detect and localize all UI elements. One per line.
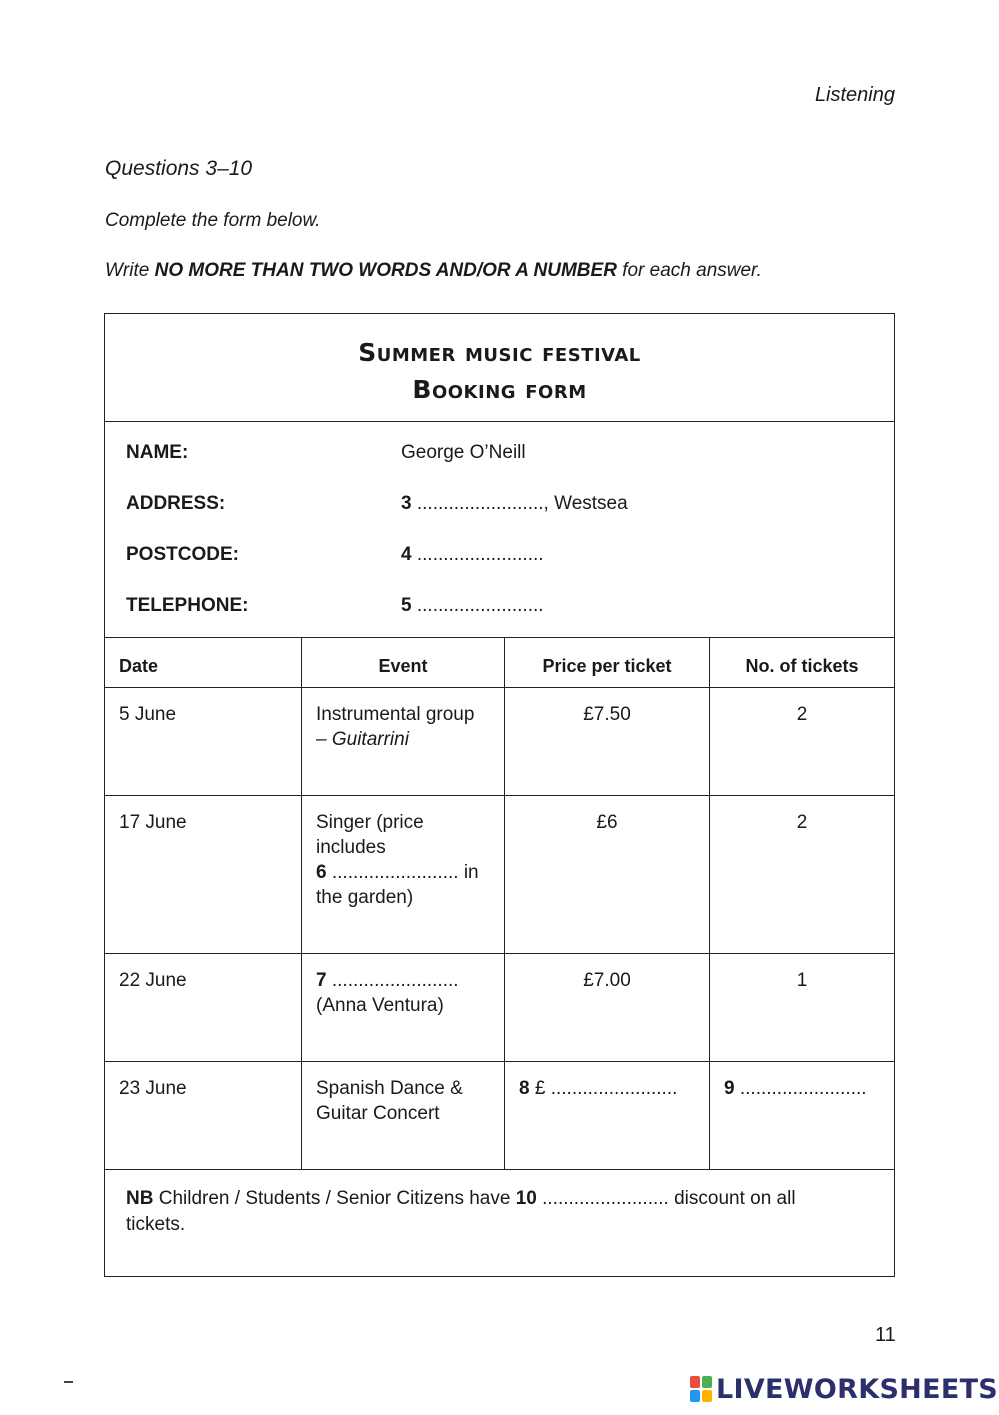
table-row [105,688,894,796]
answer-blank-10[interactable]: ........................ discount on all tickets. [126,1188,796,1235]
field-label: NAME: [126,442,189,463]
table-row [105,954,894,1062]
form-title-line2: Booking form [412,375,587,404]
form-title-line1: Summer music festival [358,338,641,367]
instruction-complete: Complete the form below. [105,210,321,231]
cell-price: £6 [505,796,710,953]
answer-blank-8[interactable]: £ ........................ [529,1078,678,1099]
field-label: ADDRESS: [126,493,226,514]
question-number: 5 [401,595,412,616]
header-event: Event [302,637,505,687]
cell-price: £7.50 [505,688,710,795]
answer-blank-9[interactable]: ........................ [734,1078,867,1099]
instruction-word-limit: Write NO MORE THAN TWO WORDS AND/OR A NUMBER for each answer. [105,260,762,281]
personal-details [105,421,894,638]
form-title [105,314,894,422]
cell-event: Singer (price includes 6 ........................ in the garden) [302,796,505,953]
table-row [105,1062,894,1170]
question-number: 6 [316,862,327,883]
brand-logo [690,1374,998,1404]
field-label: POSTCODE: [126,544,239,565]
answer-blank-postcode[interactable]: ........................ [411,544,544,565]
cell-event: Instrumental group – Guitarrini [302,688,505,795]
answer-blank-telephone[interactable]: ........................ [411,595,544,616]
page-number: 11 [875,1324,896,1346]
header-tickets: No. of tickets [745,656,859,676]
table-row [105,796,894,954]
table-header [105,637,894,688]
cell-event: 7 ........................ (Anna Ventura) [302,954,505,1061]
brand-name: LIVEWORKSHEETS [716,1373,999,1405]
question-number: 4 [401,544,412,565]
answer-blank-6[interactable]: ........................ in [326,862,479,883]
question-number: 3 [401,493,412,514]
question-number: 9 [724,1078,735,1099]
questions-heading: Questions 3–10 [105,157,253,180]
cell-date: 22 June [105,954,302,1061]
cell-price [505,1062,710,1169]
cell-tickets: 2 [796,812,808,833]
cell-tickets: 1 [796,970,808,991]
cell-date: 5 June [105,688,302,795]
field-label: TELEPHONE: [126,595,249,616]
booking-form [104,313,895,1277]
cell-date: 17 June [105,796,302,953]
stray-mark [64,1381,73,1383]
cell-tickets: 2 [796,704,808,725]
cell-tickets [710,1062,894,1169]
field-address [105,493,894,523]
answer-blank-7[interactable]: ........................ [326,970,459,991]
nb-note: NB Children / Students / Senior Citizens have 10 ........................ discount on all tickets. [126,1188,796,1235]
header-date: Date [105,637,302,687]
liveworksheets-icon [690,1376,712,1402]
cell-price: £7.00 [505,954,710,1061]
header-price: Price per ticket [505,637,710,687]
field-telephone [105,595,894,625]
answer-blank-address[interactable]: ........................, Westsea [411,493,628,514]
section-label: Listening [814,84,895,106]
question-number: 8 [519,1078,530,1099]
cell-date: 23 June [105,1062,302,1169]
question-number: 10 [515,1188,537,1209]
question-number: 7 [316,970,327,991]
field-postcode [105,544,894,574]
field-value: George O’Neill [401,442,526,463]
cell-event: Spanish Dance & Guitar Concert [302,1062,505,1169]
field-name [105,442,894,472]
